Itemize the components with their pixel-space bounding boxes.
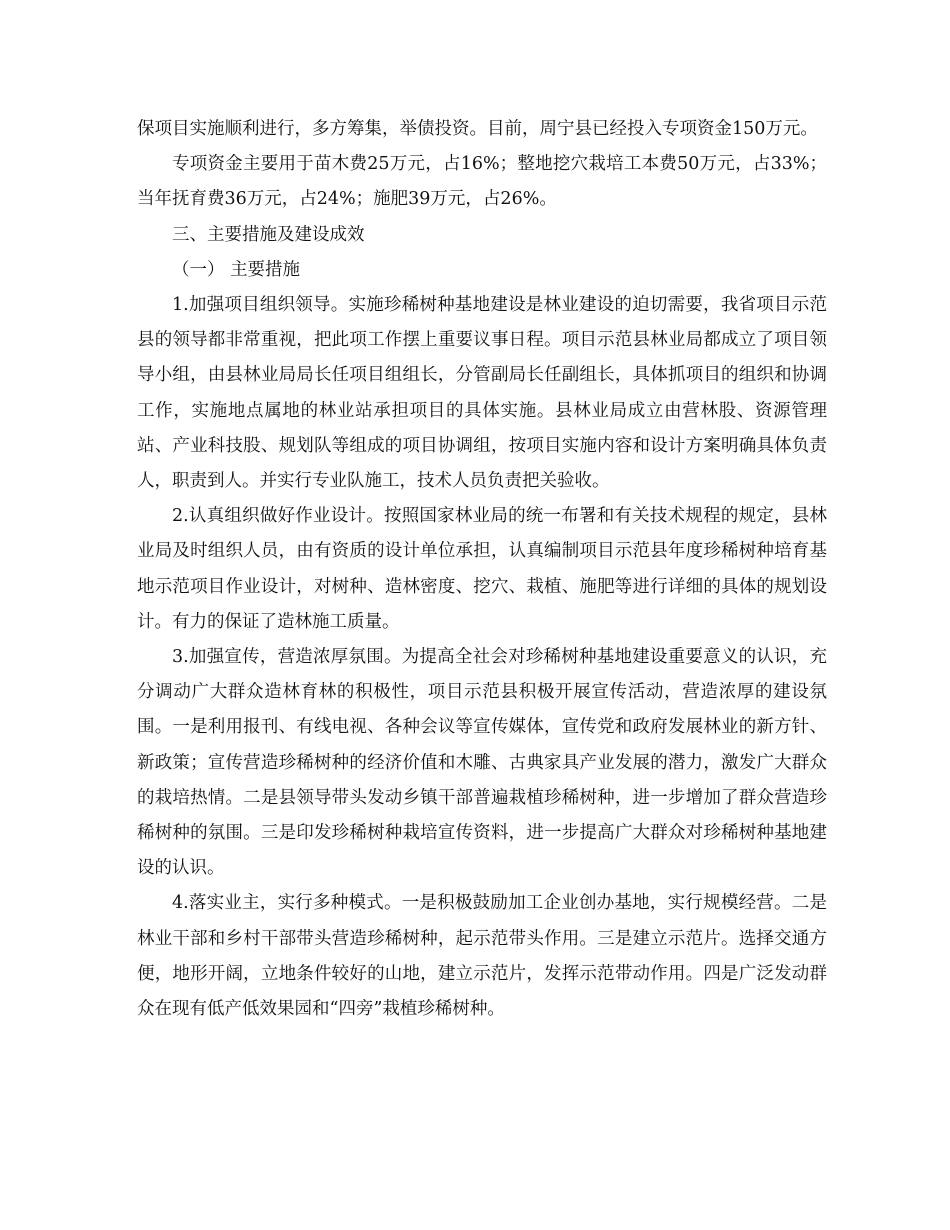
paragraph-item-2: 2.认真组织做好作业设计。按照国家林业局的统一布署和有关技术规程的规定，县林业局及时组织人员，由有资质的设计单位承担，认真编制项目示范县年度珍稀树种培育基地示范项目作业设计，对树种、造林密度、挖穴、栽植、施肥等进行详细的具体的规划设计。有力的保证了造林施工质量。 bbox=[137, 506, 827, 632]
paragraph-funds: 专项资金主要用于苗木费25万元，占16%；整地挖穴栽培工本费50万元，占33%；当年抚育费36万元，占24%；施肥39万元，占26%。 bbox=[137, 154, 827, 210]
paragraph-item-1: 1.加强项目组织领导。实施珍稀树种基地建设是林业建设的迫切需要，我省项目示范县的领导都非常重视，把此项工作摆上重要议事日程。项目示范县林业局都成立了项目领导小组，由县林业局局长任项目组组长，分管副局长任副组长，具体抓项目的组织和协调工作，实施地点属地的林业站承担项目的具体实施。县林业局成立由营林股、资源管理站、产业科技股、规划队等组成的项目协调组，按项目实施内容和设计方案明确具体负责人，职责到人。并实行专业队施工，技术人员负责把关验收。 bbox=[137, 295, 827, 492]
paragraph-continued: 保项目实施顺利进行，多方筹集，举债投资。目前，周宁县已经投入专项资金150万元。 bbox=[137, 119, 818, 139]
paragraph-item-4: 4.落实业主，实行多种模式。一是积极鼓励加工企业创办基地，实行规模经营。二是林业干部和乡村干部带头营造珍稀树种，起示范带头作用。三是建立示范片。选择交通方便，地形开阔，立地条件较好的山地，建立示范片，发挥示范带动作用。四是广泛发动群众在现有低产低效果园和“四旁”栽植珍稀树种。 bbox=[137, 893, 827, 1020]
paragraph-item-3: 3.加强宣传，营造浓厚氛围。为提高全社会对珍稀树种基地建设重要意义的认识，充分调动广大群众造林育林的积极性，项目示范县积极开展宣传活动，营造浓厚的建设氛围。一是利用报刊、有线电视、各种会议等宣传媒体，宣传党和政府发展林业的新方针、新政策；宣传营造珍稀树种的经济价值和木雕、古典家具产业发展的潜力，激发广大群众的栽培热情。二是县领导带头发动乡镇干部普遍栽植珍稀树种，进一步增加了群众营造珍稀树种的氛围。三是印发珍稀树种栽培宣传资料，进一步提高广大群众对珍稀树种基地建设的认识。 bbox=[137, 647, 827, 879]
subsection-heading: （一） 主要措施 bbox=[172, 259, 301, 280]
document-page bbox=[137, 112, 827, 1027]
section-heading: 三、主要措施及建设成效 bbox=[172, 224, 365, 245]
